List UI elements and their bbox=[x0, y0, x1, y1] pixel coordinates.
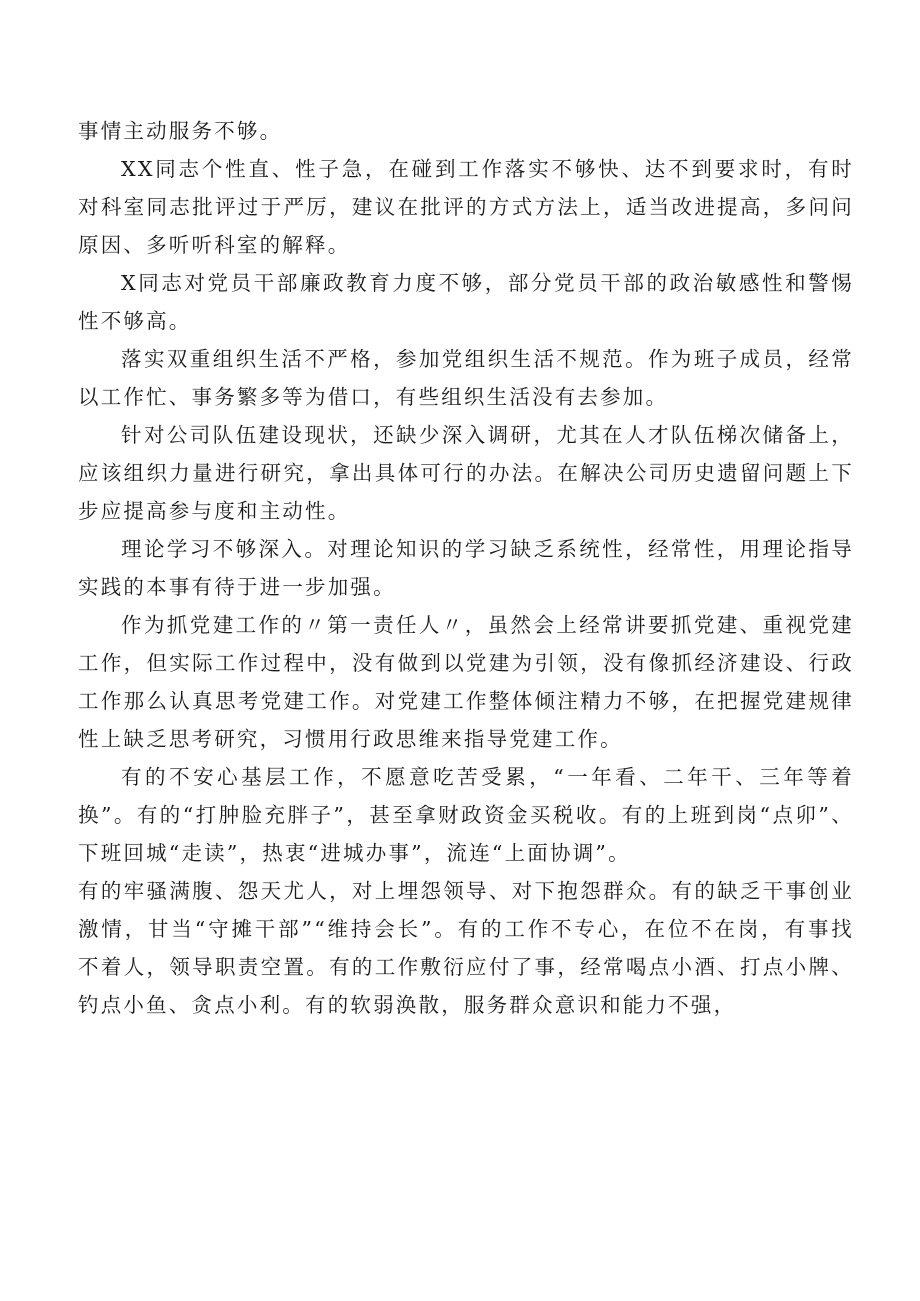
paragraph-7: 作为抓党建工作的〃第一责任人〃，虽然会上经常讲要抓党建、重视党建工作，但实际工作过程中，没有做到以党建为引领，没有像抓经济建设、行政工作那么认真思考党建工作。对党建工作整体倾注精力不够，在把握党建规律性上缺乏思考研究，习惯用行政思维来指导党建工作。 bbox=[78, 613, 854, 751]
paragraph-4: 落实双重组织生活不严格，参加党组织生活不规范。作为班子成员，经常以工作忙、事务繁多等为借口，有些组织生活没有去参加。 bbox=[78, 347, 854, 409]
paragraph-1: 事情主动服务不够。 bbox=[78, 119, 283, 143]
paragraph-9: 有的牢骚满腹、怨天尤人，对上埋怨领导、对下抱怨群众。有的缺乏干事创业激情，甘当“守摊干部”“维持会长”。有的工作不专心，在位不在岗，有事找不着人，领导职责空置。有的工作敷衍应付了事，经常喝点小酒、打点小牌、钓点小鱼、贪点小利。有的软弱涣散，服务群众意识和能力不强， bbox=[78, 879, 854, 1017]
paragraph-6: 理论学习不够深入。对理论知识的学习缺乏系统性，经常性，用理论指导实践的本事有待于进一步加强。 bbox=[78, 537, 854, 599]
paragraph-2: XX同志个性直、性子急，在碰到工作落实不够快、达不到要求时，有时对科室同志批评过于严厉，建议在批评的方式方法上，适当改进提高，多问问原因、多听听科室的解释。 bbox=[78, 157, 854, 257]
document-body bbox=[78, 112, 854, 1024]
paragraph-8: 有的不安心基层工作，不愿意吃苦受累，“一年看、二年干、三年等着换”。有的“打肿脸充胖子”，甚至拿财政资金买税收。有的上班到岗“点卯”、下班回城“走读”，热衷“进城办事”，流连“上面协调”。 bbox=[78, 765, 854, 865]
paragraph-5: 针对公司队伍建设现状，还缺少深入调研，尤其在人才队伍梯次储备上，应该组织力量进行研究，拿出具体可行的办法。在解决公司历史遗留问题上下步应提高参与度和主动性。 bbox=[78, 423, 854, 523]
paragraph-3: X同志对党员干部廉政教育力度不够，部分党员干部的政治敏感性和警惕性不够高。 bbox=[78, 271, 854, 333]
